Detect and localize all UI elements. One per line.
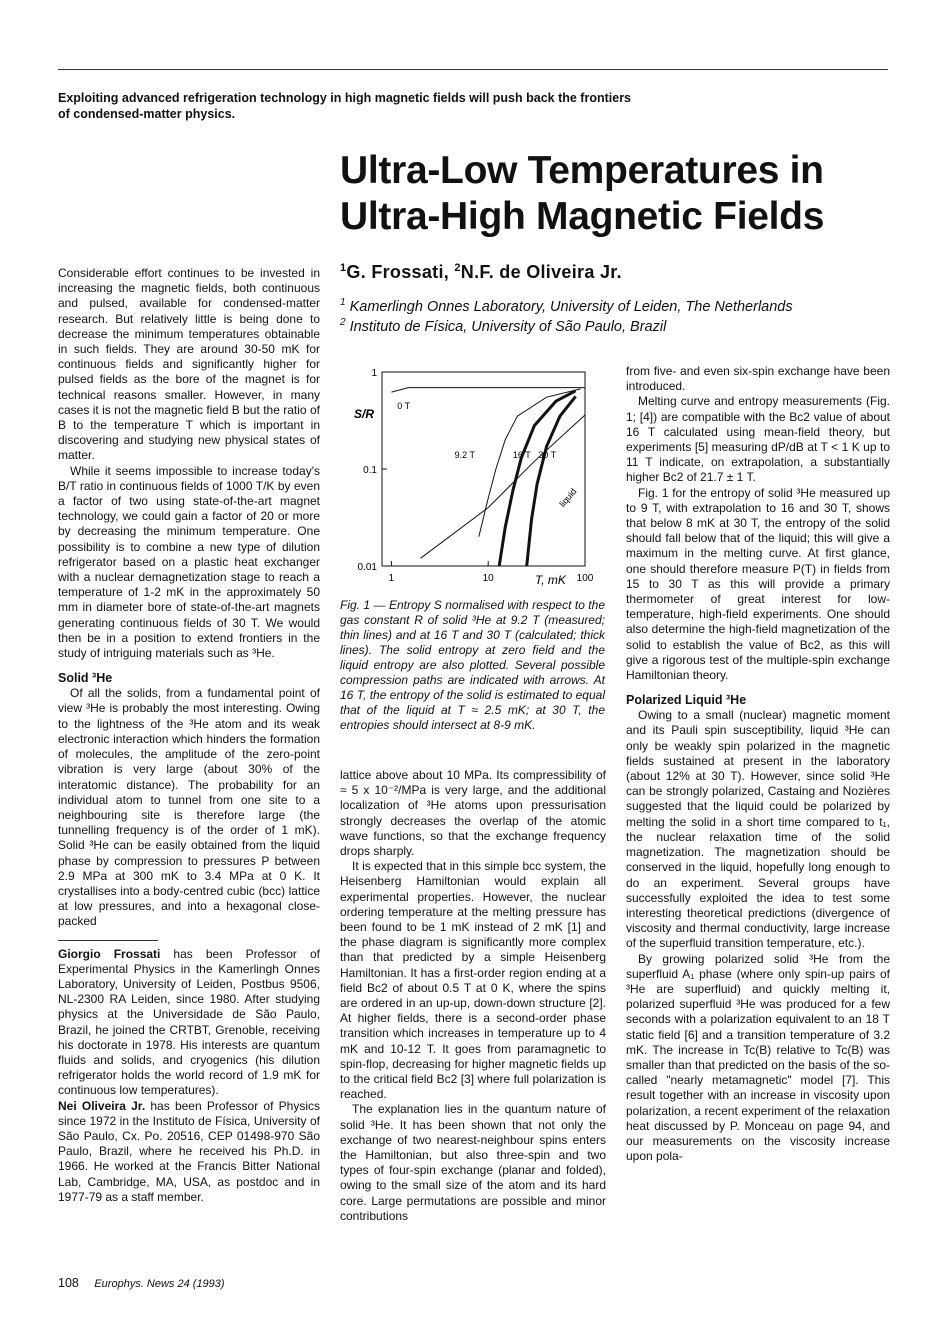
column-2 [340, 768, 606, 1224]
x-tick-label: 10 [482, 573, 494, 584]
entropy-chart [340, 360, 610, 590]
series-label: 16 T [512, 449, 531, 460]
article-title [340, 148, 900, 240]
bio-oliveira-text: has been Professor of Physics since 1972 in the Instituto de Física, University of São Paulo, Cx. Po. 20516, CEP 01498-970 São Paulo, Brazil, where he received his Ph.D. in 1966. He worked at the Francis Bitter National Lab, Cambridge, MA, USA, as postdoc and in 1977-79 as a staff member. [58, 1098, 320, 1204]
bio-frossati-text: has been Professor of Experimental Physics in the Kamerlingh Onnes Laboratory, University of Leiden, Postbus 9506, NL-2300 RA Leiden, since 1980. After studying physics at the Universidade de São Paulo, Brazil, he joined the CRTBT, Grenoble, receiving his doctorate in 1978. His interests are quantum fluids and solids, and cryogenics (his dilution refrigerator holds the world record of 1.9 mK for continuous low temperatures). [58, 946, 320, 1098]
x-tick-label: 100 [576, 573, 594, 584]
author2-sup: 2 [454, 262, 461, 274]
series-line-30-t [527, 396, 579, 566]
page-number: 108 [58, 1276, 79, 1290]
y-tick-label: 0.01 [357, 562, 377, 573]
paragraph: It is expected that in this simple bcc system, the Heisenberg Hamiltonian would explain all experimental properties. However, the nuclear ordering temperature at the melting pressure has been found to be 1 mK instead of 2 mK [1] and the phase diagram is significantly more complex than that predicted by a simple Heisenberg Hamiltonian. It has a first-order region ending at a field Bc2 of about 0.5 T at 0 K, where the spins are ordered in an up-up, down-down structure [2]. At higher fields, there is a second-order phase transition which increases in temperature up to 4 mK and 10-12 T. It goes from paramagnetic to spin-flop, decreasing for higher magnetic fields up to the critical field Bc2 [3] where full polarization is reached. [340, 859, 606, 1102]
affil2-sup: 2 [340, 317, 346, 328]
column-1 [58, 266, 320, 1205]
bio-oliveira [58, 1099, 320, 1205]
paragraph: Fig. 1 for the entropy of solid ³He measured up to 9 T, with extrapolation to 16 and 30 T, shows that below 8 mK at 30 T, the entropy of the solid should fall below that of the liquid; this will give a maximum in the melting curve. At first glance, one should therefore measure P(T) in fields from 15 to 30 T as this will provide a primary thermometer of great interest for low-temperature, high-field experiments. One should also determine the high-field magnetization of the solid to establish the value of Bc2, as this will give a rigorous test of the multiple-spin exchange Hamiltonian theory. [626, 485, 890, 683]
paragraph: Owing to a small (nuclear) magnetic moment and its Pauli spin susceptibility, liquid ³He can only be weakly spin polarized in the magnetic fields sustained at present in the laboratory (about 12% at 30 T). However, since solid ³He can be strongly polarized, Castaing and Nozières suggested that the liquid could be polarized by melting the solid in a short time compared to t₁, the nuclear relaxation time of the solid magnetization. The magnetization should be conserved in the liquid, hopefully long enough to do an experiment. Several groups have successfully exploited the idea to test some interesting theoretical predictions (divergence of viscosity and thermal conductivity, large increase of the superfluid transition temperature, etc.). [626, 708, 890, 951]
header-rule [58, 69, 888, 70]
paragraph: The explanation lies in the quantum nature of solid ³He. It has been shown that not only the exchange of two nearest-neighbour spins enters the Hamiltonian, but also three-spin and two types of four-spin exchange (planar and folded), owing to the small size of the atom and its hard core. Large permutations are possible and minor contributions [340, 1102, 606, 1223]
series-label: liquid [557, 486, 579, 509]
y-tick-label: 1 [371, 368, 377, 379]
series-label: 0 T [397, 400, 411, 411]
series-line-0-t [391, 388, 585, 393]
series-label: 30 T [538, 449, 557, 460]
bio-frossati-name: Giorgio Frossati [58, 946, 161, 961]
title-line-1: Ultra-Low Temperatures in [340, 149, 824, 192]
bio-frossati [58, 947, 320, 1099]
paragraph: lattice above about 10 MPa. Its compressibility of ≈ 5 x 10⁻²/MPa is very large, and the additional localization of ³He atoms upon pressurisation strongly decreases the overlap of the atomic wave functions, so that the exchange frequency drops sharply. [340, 768, 606, 859]
section-heading-liquid: Polarized Liquid ³He [626, 693, 747, 708]
paragraph: from five- and even six-spin exchange have been introduced. [626, 364, 890, 394]
paragraph: Melting curve and entropy measurements (Fig. 1; [4]) are compatible with the Bc2 value of about 16 T calculated using mean-field theory, but experiments [5] measuring dP/dB at T < 1 K up to 11 T indicate, on extrapolation, a substantially higher Bc2 of 21.7 ± 1 T. [626, 394, 890, 485]
y-tick-label: 0.1 [363, 465, 377, 476]
author2-name: N.F. de Oliveira Jr. [460, 262, 622, 282]
figure-caption: Fig. 1 — Entropy S normalised with respect to the gas constant R of solid ³He at 9.2 T (measured; thin lines) and at 16 T and 30 T (calculated; thick lines). The solid entropy at zero field and the liquid entropy are also plotted. Several possible compression paths are indicated with arrows. At 16 T, the entropy of the solid is estimated to equal that of the liquid at T ≈ 2.5 mK; at 30 T, the entropies should intersect at 8-9 mK. [340, 598, 605, 732]
paragraph: By growing polarized solid ³He from the superfluid A₁ phase (where only spin-up pairs of ³He are superfluid) and quickly melting it, polarized superfluid ³He was produced for a few seconds with a polarization equivalent to an 18 T static field [6] and a transition temperature of 3.2 mK. The increase in Tc(B) relative to Tc(B) was smaller than that predicted on the basis of the so-called "nearly metamagnetic" model [7]. This result together with an increase in viscosity upon polarization, a recent experiment of the relaxation heat discussed by P. Monceau on page 94, and our measurements on the viscosity increase upon pola- [626, 951, 890, 1164]
paragraph: While it seems impossible to increase today's B/T ratio in continuous fields of 1000 T/K by even a factor of two using state-of-the-art magnet technology, we could gain a factor of 20 or more by decreasing the minimum temperature. One possibility is to combine a new type of dilution refrigerator based on a plastic heat exchanger with a nuclear demagnetization stage to reach a temperature of 1-2 mK in the approximately 50 mm in diameter bore of state-of-the-art magnets generating continuous fields of 30 T. We would then be in a position to extend frontiers in the study of intriguing materials such as ³He. [58, 463, 320, 661]
column-3 [626, 364, 890, 1164]
journal-ref: Europhys. News 24 (1993) [94, 1278, 225, 1290]
affil2-text: Instituto de Física, University of São Paulo, Brazil [349, 318, 667, 335]
kicker: Exploiting advanced refrigeration technology in high magnetic fields will push back the frontiers of condensed-matter physics. [58, 91, 632, 121]
bio-divider [58, 940, 158, 941]
author1-name: G. Frossati, [346, 262, 450, 282]
author-line [340, 262, 900, 283]
section-heading-solid: Solid ³He [58, 671, 113, 686]
page-footer [58, 1276, 225, 1290]
x-axis-label: T, mK [535, 573, 566, 587]
y-axis-label: S/R [354, 407, 375, 421]
intro-paragraph: Considerable effort continues to be invested in increasing the magnetic fields, both continuous and pulsed, available for condensed-matter research. But relatively little is being done to decrease the minimum temperatures obtainable in such fields. They are around 30-50 mK for continuous fields and significantly higher for pulsed fields as the bore of the magnet is for technical reasons smaller. However, in many cases it is not the magnetic field B but the ratio of B to the temperature T which is important in discovering and studying new physical states of matter. [58, 266, 320, 463]
bio-oliveira-name: Nei Oliveira Jr. [58, 1098, 146, 1113]
title-line-2: Ultra-High Magnetic Fields [340, 195, 825, 238]
series-label: 9.2 T [454, 449, 475, 460]
paragraph: Of all the solids, from a fundamental point of view ³He is probably the most interesting. Owing to the lightness of the ³He atom and its weak electronic interaction which hinders the formation of molecules, the amplitude of the zero-point vibration is very large (about 30% of the interatomic distance). The probability for an individual atom to tunnel from one site to a neighbouring site is therefore large (the tunnelling frequency is of the order of 1 mK). Solid ³He can be easily obtained from the liquid phase by compression to pressures P between 2.9 MPa at 300 mK to 3.4 MPa at 0 K. It crystallises into a body-centred cubic (bcc) lattice at low pressures, and into a hexagonal close-packed [58, 686, 320, 929]
affil1-sup: 1 [340, 297, 346, 308]
author1-sup: 1 [340, 262, 347, 274]
affil1-text: Kamerlingh Onnes Laboratory, University of Leiden, The Netherlands [349, 298, 793, 315]
x-tick-label: 1 [388, 573, 395, 584]
affiliation-2 [340, 313, 900, 337]
